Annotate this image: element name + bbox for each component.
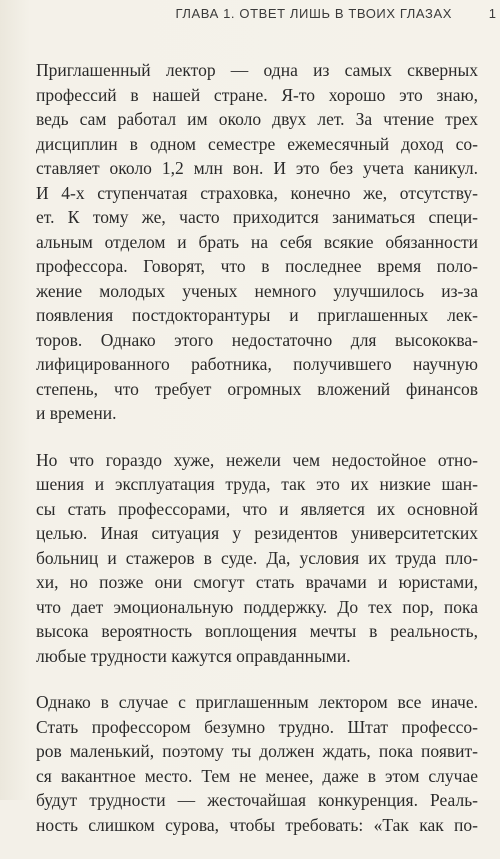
paragraph — [36, 58, 478, 426]
text-line: дисциплин в одном семестре ежемесячный доход со- — [36, 133, 478, 154]
text-line: Однако в случае с приглашенным лектором все иначе. — [36, 692, 478, 712]
text-line: целью. Иная ситуация у резидентов университетских — [36, 523, 478, 543]
text-line: хи, но позже они смогут стать врачами и юристами, — [36, 572, 478, 592]
text-line: любые трудности кажутся оправданными. — [36, 645, 351, 666]
text-line: профессий в нашей стране. Я-то хорошо это знаю, — [36, 84, 478, 105]
text-line: торов. Однако этого недостаточно для высококва- — [36, 329, 478, 350]
text-line: ет. К тому же, часто приходится заниматься специ- — [36, 207, 478, 227]
text-line: Но что гораздо хуже, нежели чем недостойное отно- — [36, 449, 478, 470]
text-line: будут трудности — жесточайшая конкуренция. Реаль- — [36, 790, 478, 810]
text-line: высока вероятность воплощения мечты в реальность, — [36, 621, 478, 641]
text-line: ведь сам работал им около двух лет. За чтение трех — [36, 109, 478, 129]
body-text — [36, 58, 478, 859]
text-line: ся вакантное место. Тем не менее, даже в этом случае — [36, 765, 478, 786]
text-line: Стать профессором безумно трудно. Штат профессо- — [36, 716, 478, 737]
chapter-title: ГЛАВА 1. ОТВЕТ ЛИШЬ В ТВОИХ ГЛАЗАХ — [175, 6, 452, 21]
text-line: ров маленький, поэтому ты должен ждать, пока появит- — [36, 741, 478, 761]
text-line: профессора. Говорят, что в последнее время поло- — [36, 256, 478, 276]
paragraph — [36, 448, 478, 669]
paragraph — [36, 690, 478, 837]
running-header — [0, 4, 500, 26]
text-line: ность слишком сурова, чтобы требовать: «Так как по- — [36, 814, 478, 835]
text-line: Приглашенный лектор — одна из самых скверных — [36, 60, 478, 80]
text-line: жение молодых ученых немного улучшилось из-за — [36, 280, 478, 301]
text-line: И 4-х ступенчатая страховка, конечно же, отсутству- — [36, 182, 478, 203]
text-line: больниц и стажеров в суде. Да, условия их труда пло- — [36, 547, 478, 568]
text-line: лифицированного работника, получившего научную — [36, 354, 478, 374]
text-line: сы стать профессорами, что и является их основной — [36, 498, 478, 519]
text-line: ставляет около 1,2 млн вон. И это без учета каникул. — [36, 158, 478, 178]
text-line: степень, что требует огромных вложений финансов — [36, 378, 478, 399]
text-line: и времени. — [36, 403, 117, 423]
page-number: 1 — [488, 6, 496, 21]
text-line: шения и эксплуатация труда, так это их низкие шан- — [36, 474, 478, 494]
text-line: появления постдокторантуры и приглашенных лек- — [36, 305, 478, 325]
text-line: что дает эмоциональную поддержку. До тех пор, пока — [36, 596, 478, 617]
text-line: альным отделом и брать на себя всякие обязанности — [36, 231, 478, 252]
